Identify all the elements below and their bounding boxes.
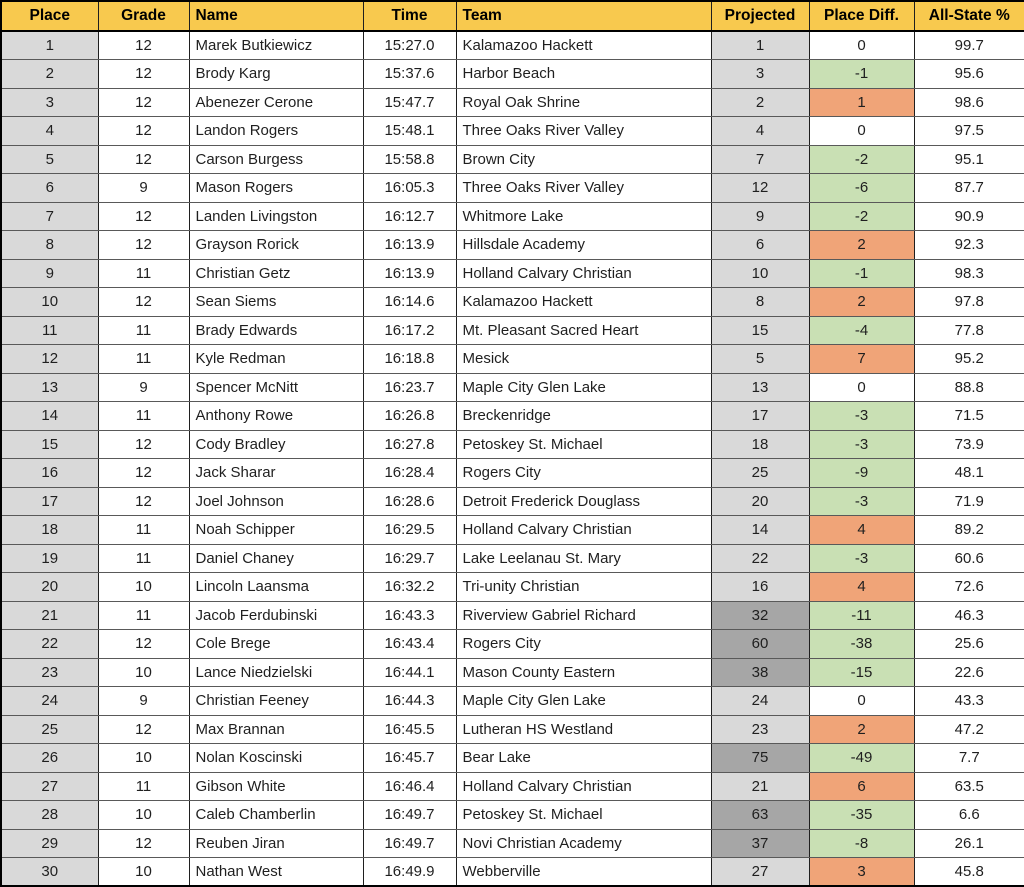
cell-grade[interactable]: 12 [98, 88, 189, 117]
cell-all_state[interactable]: 6.6 [914, 801, 1024, 830]
cell-diff[interactable]: 0 [809, 687, 914, 716]
cell-diff[interactable]: -1 [809, 60, 914, 89]
cell-team[interactable]: Brown City [456, 145, 711, 174]
cell-grade[interactable]: 12 [98, 430, 189, 459]
cell-name[interactable]: Max Brannan [189, 715, 363, 744]
cell-all_state[interactable]: 90.9 [914, 202, 1024, 231]
cell-time[interactable]: 16:45.7 [363, 744, 456, 773]
table-row [1, 316, 1024, 345]
cell-all_state[interactable]: 98.6 [914, 88, 1024, 117]
cell-projected[interactable]: 5 [711, 345, 809, 374]
table-row [1, 88, 1024, 117]
cell-place[interactable]: 18 [1, 516, 98, 545]
table-row [1, 544, 1024, 573]
cell-diff[interactable]: 3 [809, 858, 914, 887]
cell-time[interactable]: 16:17.2 [363, 316, 456, 345]
table-row [1, 858, 1024, 887]
cell-team[interactable]: Maple City Glen Lake [456, 687, 711, 716]
cell-place[interactable]: 27 [1, 772, 98, 801]
table-row [1, 117, 1024, 146]
cell-time[interactable]: 16:12.7 [363, 202, 456, 231]
cell-grade[interactable]: 11 [98, 601, 189, 630]
cell-team[interactable]: Tri-unity Christian [456, 573, 711, 602]
cell-all_state[interactable]: 95.1 [914, 145, 1024, 174]
cell-name[interactable]: Landon Rogers [189, 117, 363, 146]
cell-team[interactable]: Kalamazoo Hackett [456, 288, 711, 317]
cell-all_state[interactable]: 22.6 [914, 658, 1024, 687]
cell-grade[interactable]: 12 [98, 117, 189, 146]
cell-place[interactable]: 11 [1, 316, 98, 345]
cell-projected[interactable]: 4 [711, 117, 809, 146]
table-row [1, 402, 1024, 431]
cell-name[interactable]: Christian Getz [189, 259, 363, 288]
cell-grade[interactable]: 10 [98, 858, 189, 887]
cell-place[interactable]: 25 [1, 715, 98, 744]
cell-team[interactable]: Three Oaks River Valley [456, 117, 711, 146]
table-row [1, 687, 1024, 716]
cell-projected[interactable]: 14 [711, 516, 809, 545]
cell-team[interactable]: Harbor Beach [456, 60, 711, 89]
cell-time[interactable]: 15:58.8 [363, 145, 456, 174]
cell-time[interactable]: 16:28.6 [363, 487, 456, 516]
cell-all_state[interactable]: 46.3 [914, 601, 1024, 630]
column-header-name[interactable]: Name [189, 1, 363, 31]
cell-name[interactable]: Jacob Ferdubinski [189, 601, 363, 630]
cell-grade[interactable]: 12 [98, 145, 189, 174]
cell-name[interactable]: Cole Brege [189, 630, 363, 659]
cell-team[interactable]: Breckenridge [456, 402, 711, 431]
cell-diff[interactable]: 0 [809, 31, 914, 60]
cell-name[interactable]: Marek Butkiewicz [189, 31, 363, 60]
cell-grade[interactable]: 12 [98, 487, 189, 516]
cell-time[interactable]: 15:48.1 [363, 117, 456, 146]
cell-time[interactable]: 16:44.3 [363, 687, 456, 716]
cell-team[interactable]: Lutheran HS Westland [456, 715, 711, 744]
cell-all_state[interactable]: 87.7 [914, 174, 1024, 203]
cell-all_state[interactable]: 26.1 [914, 829, 1024, 858]
cell-all_state[interactable]: 71.9 [914, 487, 1024, 516]
header-row [1, 1, 1024, 31]
cell-team[interactable]: Novi Christian Academy [456, 829, 711, 858]
cell-projected[interactable]: 8 [711, 288, 809, 317]
cell-grade[interactable]: 12 [98, 459, 189, 488]
cell-all_state[interactable]: 73.9 [914, 430, 1024, 459]
cell-place[interactable]: 5 [1, 145, 98, 174]
cell-place[interactable]: 28 [1, 801, 98, 830]
cell-name[interactable]: Nolan Koscinski [189, 744, 363, 773]
cell-team[interactable]: Three Oaks River Valley [456, 174, 711, 203]
cell-diff[interactable]: -4 [809, 316, 914, 345]
cell-team[interactable]: Bear Lake [456, 744, 711, 773]
table-row [1, 630, 1024, 659]
table-row [1, 516, 1024, 545]
cell-time[interactable]: 16:29.7 [363, 544, 456, 573]
cell-projected[interactable]: 9 [711, 202, 809, 231]
cell-projected[interactable]: 32 [711, 601, 809, 630]
cell-name[interactable]: Caleb Chamberlin [189, 801, 363, 830]
table-row [1, 715, 1024, 744]
cell-all_state[interactable]: 97.5 [914, 117, 1024, 146]
cell-name[interactable]: Noah Schipper [189, 516, 363, 545]
cell-place[interactable]: 23 [1, 658, 98, 687]
table-row [1, 288, 1024, 317]
cell-name[interactable]: Joel Johnson [189, 487, 363, 516]
cell-name[interactable]: Mason Rogers [189, 174, 363, 203]
cell-place[interactable]: 24 [1, 687, 98, 716]
cell-name[interactable]: Carson Burgess [189, 145, 363, 174]
cell-team[interactable]: Riverview Gabriel Richard [456, 601, 711, 630]
cell-name[interactable]: Sean Siems [189, 288, 363, 317]
cell-grade[interactable]: 11 [98, 259, 189, 288]
cell-team[interactable]: Rogers City [456, 459, 711, 488]
cell-grade[interactable]: 12 [98, 829, 189, 858]
cell-grade[interactable]: 11 [98, 516, 189, 545]
cell-name[interactable]: Jack Sharar [189, 459, 363, 488]
cell-time[interactable]: 16:26.8 [363, 402, 456, 431]
cell-name[interactable]: Anthony Rowe [189, 402, 363, 431]
cell-team[interactable]: Royal Oak Shrine [456, 88, 711, 117]
column-header-team[interactable]: Team [456, 1, 711, 31]
cell-name[interactable]: Spencer McNitt [189, 373, 363, 402]
cell-time[interactable]: 16:29.5 [363, 516, 456, 545]
cell-time[interactable]: 16:49.7 [363, 801, 456, 830]
cell-time[interactable]: 16:28.4 [363, 459, 456, 488]
cell-place[interactable]: 6 [1, 174, 98, 203]
cell-team[interactable]: Holland Calvary Christian [456, 259, 711, 288]
cell-name[interactable]: Nathan West [189, 858, 363, 887]
cell-grade[interactable]: 9 [98, 373, 189, 402]
cell-diff[interactable]: 4 [809, 573, 914, 602]
cell-all_state[interactable]: 48.1 [914, 459, 1024, 488]
cell-grade[interactable]: 12 [98, 288, 189, 317]
cell-diff[interactable]: -3 [809, 402, 914, 431]
cell-name[interactable]: Lance Niedzielski [189, 658, 363, 687]
cell-grade[interactable]: 9 [98, 687, 189, 716]
table-row [1, 658, 1024, 687]
cell-place[interactable]: 1 [1, 31, 98, 60]
cell-diff[interactable]: -3 [809, 544, 914, 573]
cell-name[interactable]: Cody Bradley [189, 430, 363, 459]
cell-all_state[interactable]: 99.7 [914, 31, 1024, 60]
cell-projected[interactable]: 60 [711, 630, 809, 659]
cell-diff[interactable]: -1 [809, 259, 914, 288]
cell-projected[interactable]: 37 [711, 829, 809, 858]
cell-grade[interactable]: 11 [98, 772, 189, 801]
cell-name[interactable]: Gibson White [189, 772, 363, 801]
cell-all_state[interactable]: 95.2 [914, 345, 1024, 374]
cell-grade[interactable]: 12 [98, 31, 189, 60]
cell-place[interactable]: 12 [1, 345, 98, 374]
cell-grade[interactable]: 12 [98, 202, 189, 231]
cell-all_state[interactable]: 43.3 [914, 687, 1024, 716]
cell-diff[interactable]: -3 [809, 430, 914, 459]
cell-time[interactable]: 16:18.8 [363, 345, 456, 374]
cell-grade[interactable]: 10 [98, 744, 189, 773]
cell-diff[interactable]: 2 [809, 288, 914, 317]
cell-all_state[interactable]: 71.5 [914, 402, 1024, 431]
cell-diff[interactable]: -49 [809, 744, 914, 773]
cell-all_state[interactable]: 47.2 [914, 715, 1024, 744]
cell-grade[interactable]: 9 [98, 174, 189, 203]
cell-grade[interactable]: 10 [98, 658, 189, 687]
cell-projected[interactable]: 75 [711, 744, 809, 773]
cell-projected[interactable]: 38 [711, 658, 809, 687]
cell-time[interactable]: 16:32.2 [363, 573, 456, 602]
cell-time[interactable]: 16:43.3 [363, 601, 456, 630]
cell-projected[interactable]: 24 [711, 687, 809, 716]
cell-all_state[interactable]: 77.8 [914, 316, 1024, 345]
cell-grade[interactable]: 12 [98, 231, 189, 260]
cell-grade[interactable]: 11 [98, 544, 189, 573]
cell-place[interactable]: 20 [1, 573, 98, 602]
cell-time[interactable]: 16:13.9 [363, 231, 456, 260]
cell-projected[interactable]: 20 [711, 487, 809, 516]
table-row [1, 744, 1024, 773]
cell-all_state[interactable]: 98.3 [914, 259, 1024, 288]
cell-team[interactable]: Maple City Glen Lake [456, 373, 711, 402]
cell-place[interactable]: 9 [1, 259, 98, 288]
cell-projected[interactable]: 27 [711, 858, 809, 887]
column-header-time[interactable]: Time [363, 1, 456, 31]
column-header-all_state[interactable]: All-State % [914, 1, 1024, 31]
cell-projected[interactable]: 15 [711, 316, 809, 345]
cell-place[interactable]: 26 [1, 744, 98, 773]
cell-time[interactable]: 16:45.5 [363, 715, 456, 744]
cell-projected[interactable]: 13 [711, 373, 809, 402]
cell-all_state[interactable]: 92.3 [914, 231, 1024, 260]
cell-team[interactable]: Kalamazoo Hackett [456, 31, 711, 60]
cell-time[interactable]: 15:27.0 [363, 31, 456, 60]
cell-name[interactable]: Abenezer Cerone [189, 88, 363, 117]
cell-diff[interactable]: 4 [809, 516, 914, 545]
cell-projected[interactable]: 6 [711, 231, 809, 260]
cell-grade[interactable]: 12 [98, 630, 189, 659]
cell-diff[interactable]: -35 [809, 801, 914, 830]
cell-diff[interactable]: 6 [809, 772, 914, 801]
column-header-diff[interactable]: Place Diff. [809, 1, 914, 31]
cell-team[interactable]: Mt. Pleasant Sacred Heart [456, 316, 711, 345]
table-row [1, 373, 1024, 402]
table-row [1, 345, 1024, 374]
cell-team[interactable]: Holland Calvary Christian [456, 772, 711, 801]
cell-place[interactable]: 2 [1, 60, 98, 89]
cell-place[interactable]: 21 [1, 601, 98, 630]
cell-place[interactable]: 19 [1, 544, 98, 573]
cell-diff[interactable]: -6 [809, 174, 914, 203]
cell-place[interactable]: 15 [1, 430, 98, 459]
cell-team[interactable]: Hillsdale Academy [456, 231, 711, 260]
cell-grade[interactable]: 11 [98, 345, 189, 374]
cell-diff[interactable]: 1 [809, 88, 914, 117]
cell-time[interactable]: 15:37.6 [363, 60, 456, 89]
cell-projected[interactable]: 7 [711, 145, 809, 174]
cell-all_state[interactable]: 88.8 [914, 373, 1024, 402]
cell-time[interactable]: 16:46.4 [363, 772, 456, 801]
table-row [1, 202, 1024, 231]
cell-projected[interactable]: 21 [711, 772, 809, 801]
cell-projected[interactable]: 12 [711, 174, 809, 203]
cell-time[interactable]: 16:13.9 [363, 259, 456, 288]
cell-diff[interactable]: -11 [809, 601, 914, 630]
cell-team[interactable]: Mason County Eastern [456, 658, 711, 687]
cell-projected[interactable]: 16 [711, 573, 809, 602]
table-row [1, 601, 1024, 630]
table-row [1, 60, 1024, 89]
cell-team[interactable]: Rogers City [456, 630, 711, 659]
cell-diff[interactable]: 2 [809, 231, 914, 260]
cell-name[interactable]: Brady Edwards [189, 316, 363, 345]
cell-diff[interactable]: -9 [809, 459, 914, 488]
table-row [1, 174, 1024, 203]
cell-name[interactable]: Reuben Jiran [189, 829, 363, 858]
cell-all_state[interactable]: 60.6 [914, 544, 1024, 573]
cell-grade[interactable]: 11 [98, 402, 189, 431]
cell-all_state[interactable]: 45.8 [914, 858, 1024, 887]
cell-projected[interactable]: 17 [711, 402, 809, 431]
cell-diff[interactable]: -38 [809, 630, 914, 659]
cell-diff[interactable]: 0 [809, 117, 914, 146]
cell-all_state[interactable]: 63.5 [914, 772, 1024, 801]
cell-projected[interactable]: 18 [711, 430, 809, 459]
cell-all_state[interactable]: 97.8 [914, 288, 1024, 317]
cell-projected[interactable]: 22 [711, 544, 809, 573]
cell-all_state[interactable]: 89.2 [914, 516, 1024, 545]
table-row [1, 231, 1024, 260]
cell-diff[interactable]: -15 [809, 658, 914, 687]
cell-projected[interactable]: 1 [711, 31, 809, 60]
cell-place[interactable]: 3 [1, 88, 98, 117]
cell-name[interactable]: Lincoln Laansma [189, 573, 363, 602]
cell-diff[interactable]: -2 [809, 145, 914, 174]
cell-grade[interactable]: 12 [98, 715, 189, 744]
cell-projected[interactable]: 3 [711, 60, 809, 89]
cell-name[interactable]: Landen Livingston [189, 202, 363, 231]
cell-place[interactable]: 14 [1, 402, 98, 431]
cell-grade[interactable]: 10 [98, 573, 189, 602]
cell-diff[interactable]: -8 [809, 829, 914, 858]
cell-projected[interactable]: 10 [711, 259, 809, 288]
cell-time[interactable]: 15:47.7 [363, 88, 456, 117]
cell-team[interactable]: Petoskey St. Michael [456, 430, 711, 459]
cell-place[interactable]: 8 [1, 231, 98, 260]
cell-name[interactable]: Kyle Redman [189, 345, 363, 374]
cell-all_state[interactable]: 95.6 [914, 60, 1024, 89]
table-row [1, 801, 1024, 830]
cell-all_state[interactable]: 25.6 [914, 630, 1024, 659]
cell-diff[interactable]: 7 [809, 345, 914, 374]
cell-projected[interactable]: 25 [711, 459, 809, 488]
table-row [1, 31, 1024, 60]
cell-projected[interactable]: 23 [711, 715, 809, 744]
cell-place[interactable]: 13 [1, 373, 98, 402]
column-header-projected[interactable]: Projected [711, 1, 809, 31]
cell-time[interactable]: 16:23.7 [363, 373, 456, 402]
cell-team[interactable]: Mesick [456, 345, 711, 374]
cell-name[interactable]: Christian Feeney [189, 687, 363, 716]
table-row [1, 430, 1024, 459]
cell-place[interactable]: 17 [1, 487, 98, 516]
cell-team[interactable]: Detroit Frederick Douglass [456, 487, 711, 516]
cell-place[interactable]: 4 [1, 117, 98, 146]
cell-grade[interactable]: 10 [98, 801, 189, 830]
cell-place[interactable]: 29 [1, 829, 98, 858]
cell-time[interactable]: 16:44.1 [363, 658, 456, 687]
cell-projected[interactable]: 2 [711, 88, 809, 117]
cell-diff[interactable]: -3 [809, 487, 914, 516]
cell-diff[interactable]: 2 [809, 715, 914, 744]
cell-team[interactable]: Petoskey St. Michael [456, 801, 711, 830]
cell-team[interactable]: Whitmore Lake [456, 202, 711, 231]
table-row [1, 829, 1024, 858]
cell-diff[interactable]: 0 [809, 373, 914, 402]
cell-team[interactable]: Holland Calvary Christian [456, 516, 711, 545]
cell-name[interactable]: Brody Karg [189, 60, 363, 89]
cell-place[interactable]: 30 [1, 858, 98, 887]
cell-place[interactable]: 16 [1, 459, 98, 488]
table-row [1, 573, 1024, 602]
cell-place[interactable]: 10 [1, 288, 98, 317]
cell-name[interactable]: Grayson Rorick [189, 231, 363, 260]
cell-all_state[interactable]: 7.7 [914, 744, 1024, 773]
cell-all_state[interactable]: 72.6 [914, 573, 1024, 602]
cell-time[interactable]: 16:14.6 [363, 288, 456, 317]
cell-time[interactable]: 16:27.8 [363, 430, 456, 459]
cell-place[interactable]: 22 [1, 630, 98, 659]
cell-time[interactable]: 16:49.7 [363, 829, 456, 858]
table-row [1, 772, 1024, 801]
table-row [1, 487, 1024, 516]
cell-time[interactable]: 16:43.4 [363, 630, 456, 659]
table-row [1, 259, 1024, 288]
results-body [1, 31, 1024, 886]
cell-place[interactable]: 7 [1, 202, 98, 231]
cell-projected[interactable]: 63 [711, 801, 809, 830]
table-row [1, 459, 1024, 488]
column-header-grade[interactable]: Grade [98, 1, 189, 31]
cell-diff[interactable]: -2 [809, 202, 914, 231]
cell-time[interactable]: 16:49.9 [363, 858, 456, 887]
cell-grade[interactable]: 11 [98, 316, 189, 345]
cell-team[interactable]: Lake Leelanau St. Mary [456, 544, 711, 573]
column-header-place[interactable]: Place [1, 1, 98, 31]
cell-time[interactable]: 16:05.3 [363, 174, 456, 203]
cell-name[interactable]: Daniel Chaney [189, 544, 363, 573]
table-row [1, 145, 1024, 174]
cell-grade[interactable]: 12 [98, 60, 189, 89]
cell-team[interactable]: Webberville [456, 858, 711, 887]
